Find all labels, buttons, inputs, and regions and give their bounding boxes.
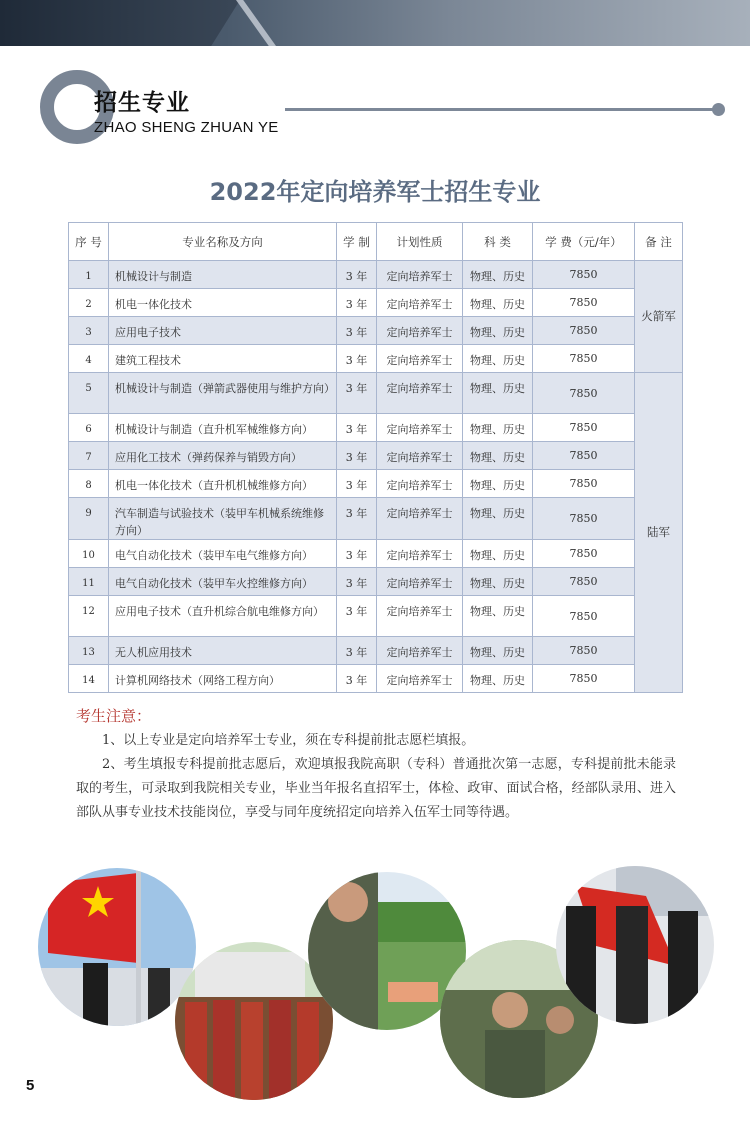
row-years: 3 年	[337, 498, 377, 540]
header-no: 序 号	[69, 223, 109, 261]
table-row	[69, 596, 683, 637]
row-subject: 物理、历史	[463, 345, 533, 373]
notice-item: 2、考生填报专科提前批志愿后，欢迎填报我院高职（专科）普通批次第一志愿，专科提前批未能录取的考生，可录取到我院相关专业，毕业当年报名直招军士，体检、政审、面试合格，经部队录用、进入部队从事专业技术技能岗位，享受与同年度统招定向培养入伍军士同等待遇。	[76, 757, 676, 820]
row-no: 7	[69, 442, 109, 470]
row-fee: 7850	[533, 596, 635, 637]
row-subject: 物理、历史	[463, 637, 533, 665]
row-major: 机械设计与制造（直升机军械维修方向）	[109, 414, 337, 442]
header-note: 备 注	[635, 223, 683, 261]
row-plan: 定向培养军士	[377, 289, 463, 317]
row-plan: 定向培养军士	[377, 540, 463, 568]
row-subject: 物理、历史	[463, 540, 533, 568]
row-subject: 物理、历史	[463, 414, 533, 442]
row-major: 机电一体化技术	[109, 289, 337, 317]
section-title: 招生专业	[94, 90, 190, 116]
row-major: 机械设计与制造（弹箭武器使用与维护方向）	[109, 373, 337, 414]
row-no: 11	[69, 568, 109, 596]
row-major: 机械设计与制造	[109, 261, 337, 289]
banner-facet-light	[236, 0, 276, 46]
note-army: 陆军	[635, 373, 683, 693]
row-plan: 定向培养军士	[377, 498, 463, 540]
page-title: 2022年定向培养军士招生专业	[209, 178, 541, 206]
majors-table	[68, 222, 683, 693]
row-plan: 定向培养军士	[377, 345, 463, 373]
row-major: 电气自动化技术（装甲车电气维修方向）	[109, 540, 337, 568]
row-major: 建筑工程技术	[109, 345, 337, 373]
row-major: 电气自动化技术（装甲车火控维修方向）	[109, 568, 337, 596]
table-row	[69, 568, 683, 596]
photo-flag-raising	[38, 868, 196, 1026]
row-years: 3 年	[337, 261, 377, 289]
table-row	[69, 414, 683, 442]
header-years: 学 制	[337, 223, 377, 261]
row-major: 汽车制造与试验技术（装甲车机械系统维修方向）	[109, 498, 337, 540]
row-subject: 物理、历史	[463, 373, 533, 414]
row-subject: 物理、历史	[463, 470, 533, 498]
table-row	[69, 345, 683, 373]
top-banner	[0, 0, 750, 46]
row-plan: 定向培养军士	[377, 470, 463, 498]
row-years: 3 年	[337, 470, 377, 498]
row-major: 应用化工技术（弹药保养与销毁方向）	[109, 442, 337, 470]
row-major: 应用电子技术	[109, 317, 337, 345]
row-no: 8	[69, 470, 109, 498]
row-fee: 7850	[533, 540, 635, 568]
row-fee: 7850	[533, 317, 635, 345]
notice-heading: 考生注意：	[76, 707, 152, 725]
row-fee: 7850	[533, 345, 635, 373]
row-years: 3 年	[337, 373, 377, 414]
row-years: 3 年	[337, 568, 377, 596]
row-no: 6	[69, 414, 109, 442]
row-subject: 物理、历史	[463, 317, 533, 345]
table-row	[69, 540, 683, 568]
row-fee: 7850	[533, 637, 635, 665]
note-rocket-force: 火箭军	[635, 261, 683, 373]
row-no: 2	[69, 289, 109, 317]
table-header-row	[69, 223, 683, 261]
row-subject: 物理、历史	[463, 665, 533, 693]
table-row	[69, 289, 683, 317]
row-plan: 定向培养军士	[377, 568, 463, 596]
row-fee: 7850	[533, 261, 635, 289]
table-row	[69, 498, 683, 540]
header-fee: 学 费（元/年）	[533, 223, 635, 261]
row-plan: 定向培养军士	[377, 317, 463, 345]
header-subject: 科 类	[463, 223, 533, 261]
row-no: 4	[69, 345, 109, 373]
row-years: 3 年	[337, 637, 377, 665]
row-fee: 7850	[533, 373, 635, 414]
row-plan: 定向培养军士	[377, 373, 463, 414]
row-plan: 定向培养军士	[377, 665, 463, 693]
page-number: 5	[26, 1077, 35, 1094]
row-subject: 物理、历史	[463, 261, 533, 289]
header-divider	[285, 108, 717, 111]
row-subject: 物理、历史	[463, 498, 533, 540]
table-row	[69, 261, 683, 289]
row-plan: 定向培养军士	[377, 414, 463, 442]
row-no: 3	[69, 317, 109, 345]
header-plan: 计划性质	[377, 223, 463, 261]
row-no: 10	[69, 540, 109, 568]
row-years: 3 年	[337, 345, 377, 373]
row-fee: 7850	[533, 289, 635, 317]
row-subject: 物理、历史	[463, 289, 533, 317]
row-years: 3 年	[337, 442, 377, 470]
row-fee: 7850	[533, 665, 635, 693]
row-plan: 定向培养军士	[377, 261, 463, 289]
row-fee: 7850	[533, 442, 635, 470]
row-subject: 物理、历史	[463, 596, 533, 637]
table-row	[69, 317, 683, 345]
row-no: 1	[69, 261, 109, 289]
row-fee: 7850	[533, 470, 635, 498]
row-major: 无人机应用技术	[109, 637, 337, 665]
table-row	[69, 470, 683, 498]
row-major: 机电一体化技术（直升机机械维修方向）	[109, 470, 337, 498]
row-no: 14	[69, 665, 109, 693]
row-no: 13	[69, 637, 109, 665]
row-plan: 定向培养军士	[377, 596, 463, 637]
row-years: 3 年	[337, 596, 377, 637]
row-major: 应用电子技术（直升机综合航电维修方向）	[109, 596, 337, 637]
table-row	[69, 373, 683, 414]
row-years: 3 年	[337, 665, 377, 693]
row-fee: 7850	[533, 568, 635, 596]
row-no: 5	[69, 373, 109, 414]
row-fee: 7850	[533, 414, 635, 442]
row-years: 3 年	[337, 540, 377, 568]
table-row	[69, 637, 683, 665]
photo-honor-guard	[556, 866, 714, 1024]
table-row	[69, 665, 683, 693]
row-plan: 定向培养军士	[377, 442, 463, 470]
divider-dot-icon	[712, 103, 725, 116]
row-plan: 定向培养军士	[377, 637, 463, 665]
row-no: 12	[69, 596, 109, 637]
banner-facet	[0, 0, 240, 46]
row-years: 3 年	[337, 317, 377, 345]
row-no: 9	[69, 498, 109, 540]
row-subject: 物理、历史	[463, 568, 533, 596]
section-subtitle: ZHAO SHENG ZHUAN YE	[94, 119, 279, 136]
row-subject: 物理、历史	[463, 442, 533, 470]
header-major: 专业名称及方向	[109, 223, 337, 261]
notice-item: 1、以上专业是定向培养军士专业，须在专科提前批志愿栏填报。	[102, 733, 475, 748]
row-fee: 7850	[533, 498, 635, 540]
row-major: 计算机网络技术（网络工程方向）	[109, 665, 337, 693]
table-row	[69, 442, 683, 470]
row-years: 3 年	[337, 289, 377, 317]
row-years: 3 年	[337, 414, 377, 442]
